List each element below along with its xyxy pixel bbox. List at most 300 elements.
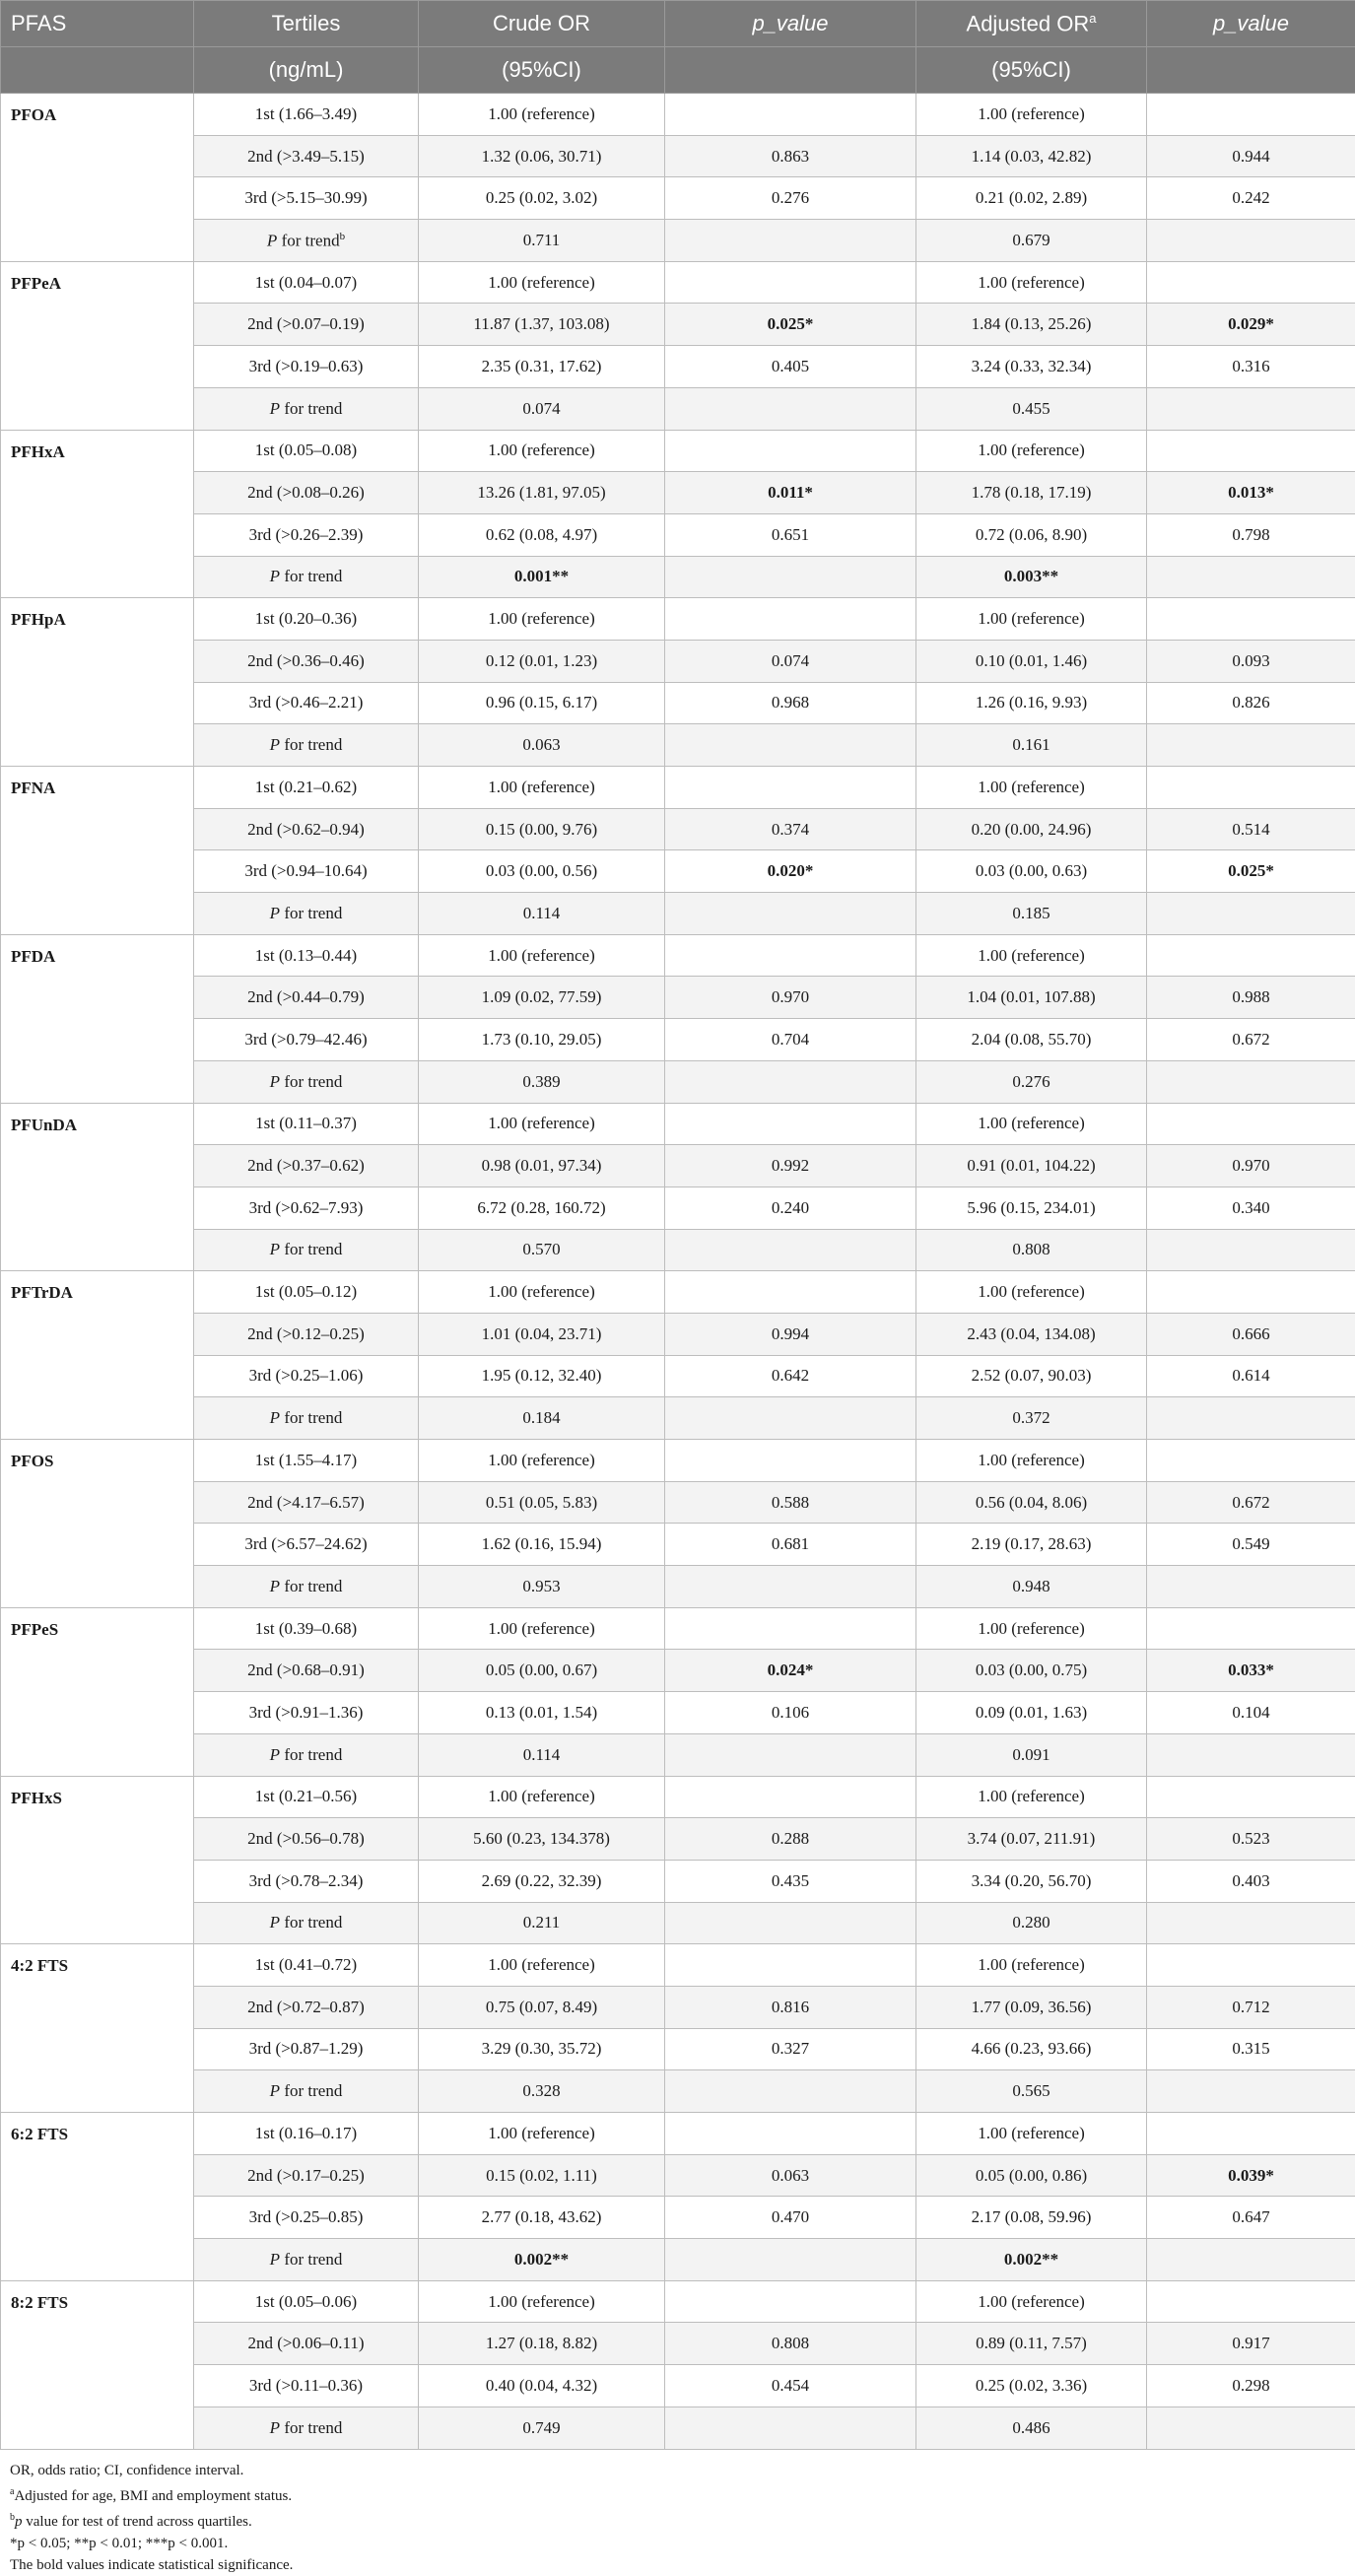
tertile-cell: 3rd (>0.46–2.21)	[194, 682, 419, 724]
adjusted-or-cell: 2.19 (0.17, 28.63)	[916, 1524, 1147, 1566]
table-row	[1, 2070, 1355, 2113]
adjusted-p-value-cell: 0.549	[1147, 1524, 1355, 1566]
crude-p-value-cell: 0.863	[665, 135, 916, 177]
adjusted-or-cell: 0.89 (0.11, 7.57)	[916, 2323, 1147, 2365]
tertile-cell: 2nd (>0.12–0.25)	[194, 1313, 419, 1355]
table-row	[1, 934, 1355, 977]
tertile-cell	[194, 556, 419, 598]
crude-or-cell: 1.00 (reference)	[419, 1944, 665, 1987]
crude-p-value-cell	[665, 2280, 916, 2323]
adjusted-p-value-cell: 0.970	[1147, 1145, 1355, 1187]
adjusted-or-cell: 0.05 (0.00, 0.86)	[916, 2154, 1147, 2197]
crude-or-cell: 5.60 (0.23, 134.378)	[419, 1818, 665, 1861]
adjusted-p-value-cell	[1147, 2280, 1355, 2323]
pfas-name: PFHxA	[1, 430, 194, 598]
header-row-1	[1, 1, 1355, 47]
crude-or-cell: 0.12 (0.01, 1.23)	[419, 640, 665, 682]
adjusted-or-cell: 0.161	[916, 724, 1147, 767]
p-italic: P	[270, 1577, 280, 1595]
crude-or-cell: 1.09 (0.02, 77.59)	[419, 977, 665, 1019]
adjusted-p-value-cell: 0.013*	[1147, 472, 1355, 514]
table-row	[1, 177, 1355, 220]
header-adjusted-or: Adjusted $OR^a$	[916, 1, 1147, 47]
p-italic: P	[270, 1913, 280, 1932]
adjusted-p-value-cell: 0.614	[1147, 1355, 1355, 1397]
adjusted-or-cell: 0.72 (0.06, 8.90)	[916, 513, 1147, 556]
crude-p-value-cell	[665, 556, 916, 598]
adjusted-p-value-cell	[1147, 1776, 1355, 1818]
crude-or-cell: 1.00 (reference)	[419, 430, 665, 472]
table-row	[1, 1524, 1355, 1566]
crude-or-cell: 1.00 (reference)	[419, 1607, 665, 1650]
header-blank	[1, 47, 194, 94]
adjusted-or-cell: 2.43 (0.04, 134.08)	[916, 1313, 1147, 1355]
adjusted-or-cell: 0.10 (0.01, 1.46)	[916, 640, 1147, 682]
table-header	[1, 1, 1355, 94]
adjusted-p-value-cell: 0.647	[1147, 2197, 1355, 2239]
tertile-cell: 3rd (>0.91–1.36)	[194, 1692, 419, 1734]
p-italic: P	[270, 904, 280, 922]
table-row	[1, 94, 1355, 136]
crude-p-value-cell: 0.642	[665, 1355, 916, 1397]
tertile-cell	[194, 1566, 419, 1608]
tertile-cell: 3rd (>0.62–7.93)	[194, 1186, 419, 1229]
adjusted-or-cell: 0.25 (0.02, 3.36)	[916, 2365, 1147, 2407]
footnote-abbrev: OR, odds ratio; CI, confidence interval.	[10, 2460, 1345, 2481]
table-row	[1, 1650, 1355, 1692]
crude-or-cell: 0.063	[419, 724, 665, 767]
crude-p-value-cell: 0.074	[665, 640, 916, 682]
tertile-cell: 1st (0.21–0.62)	[194, 767, 419, 809]
table-row	[1, 640, 1355, 682]
crude-p-value-cell: 0.816	[665, 1986, 916, 2028]
header-pfas: PFAS	[1, 1, 194, 47]
header-tertiles: Tertiles	[194, 1, 419, 47]
adjusted-p-value-cell	[1147, 1566, 1355, 1608]
tertile-cell: 3rd (>0.25–0.85)	[194, 2197, 419, 2239]
tertile-cell: 1st (0.05–0.12)	[194, 1271, 419, 1314]
crude-or-cell: 1.62 (0.16, 15.94)	[419, 1524, 665, 1566]
table-row	[1, 2239, 1355, 2281]
table-row	[1, 1944, 1355, 1987]
trend-label: for trend	[280, 904, 342, 922]
adjusted-p-value-cell	[1147, 1397, 1355, 1440]
tertile-cell: 2nd (>0.17–0.25)	[194, 2154, 419, 2197]
crude-p-value-cell: 0.681	[665, 1524, 916, 1566]
adjusted-p-value-cell: 0.315	[1147, 2028, 1355, 2070]
crude-p-value-cell	[665, 1060, 916, 1103]
crude-p-value-cell: 0.994	[665, 1313, 916, 1355]
crude-or-cell: 1.01 (0.04, 23.71)	[419, 1313, 665, 1355]
adjusted-or-cell: 0.21 (0.02, 2.89)	[916, 177, 1147, 220]
trend-label: for trend	[280, 1240, 342, 1258]
adjusted-p-value-cell	[1147, 1440, 1355, 1482]
table-body	[1, 94, 1355, 2450]
pfas-name: PFUnDA	[1, 1103, 194, 1271]
header-p-value-crude: p_value	[665, 1, 916, 47]
adjusted-or-cell: 1.00 (reference)	[916, 1103, 1147, 1145]
crude-or-cell: 0.211	[419, 1902, 665, 1944]
adjusted-p-value-cell: 0.093	[1147, 640, 1355, 682]
adjusted-or-cell: 2.17 (0.08, 59.96)	[916, 2197, 1147, 2239]
adjusted-or-cell: 0.948	[916, 1566, 1147, 1608]
crude-or-cell: 0.184	[419, 1397, 665, 1440]
table-row	[1, 1986, 1355, 2028]
adjusted-p-value-cell	[1147, 1060, 1355, 1103]
trend-label: for trend	[280, 1577, 342, 1595]
tertile-cell: 2nd (>3.49–5.15)	[194, 135, 419, 177]
crude-p-value-cell: 0.106	[665, 1692, 916, 1734]
crude-p-value-cell	[665, 1944, 916, 1987]
crude-p-value-cell	[665, 1776, 916, 1818]
adjusted-or-cell: 0.91 (0.01, 104.22)	[916, 1145, 1147, 1187]
crude-p-value-cell: 0.011*	[665, 472, 916, 514]
trend-label: for trend	[280, 2250, 342, 2269]
p-italic: P	[270, 1408, 280, 1427]
adjusted-or-cell: 3.24 (0.33, 32.34)	[916, 346, 1147, 388]
crude-p-value-cell	[665, 1902, 916, 1944]
adjusted-p-value-cell	[1147, 261, 1355, 304]
tertile-cell: 1st (0.41–0.72)	[194, 1944, 419, 1987]
crude-p-value-cell: 0.454	[665, 2365, 916, 2407]
tertile-cell: 3rd (>0.11–0.36)	[194, 2365, 419, 2407]
crude-or-cell: 1.00 (reference)	[419, 767, 665, 809]
crude-or-cell: 0.75 (0.07, 8.49)	[419, 1986, 665, 2028]
adjusted-p-value-cell	[1147, 1607, 1355, 1650]
tertile-cell	[194, 2407, 419, 2449]
table-row	[1, 2028, 1355, 2070]
adjusted-p-value-cell	[1147, 2407, 1355, 2449]
table-row	[1, 893, 1355, 935]
trend-label: for trend	[280, 1072, 342, 1091]
crude-or-cell: 0.570	[419, 1229, 665, 1271]
adjusted-p-value-cell	[1147, 556, 1355, 598]
adjusted-or-cell: 1.14 (0.03, 42.82)	[916, 135, 1147, 177]
adjusted-or-cell: 0.03 (0.00, 0.63)	[916, 850, 1147, 893]
adjusted-or-cell: 0.679	[916, 220, 1147, 262]
p-italic: P	[270, 1240, 280, 1258]
pfas-name: PFPeA	[1, 261, 194, 430]
table-row	[1, 513, 1355, 556]
pfas-name: PFOA	[1, 94, 194, 262]
table-row	[1, 2113, 1355, 2155]
p-italic: P	[270, 567, 280, 585]
crude-p-value-cell	[665, 1440, 916, 1482]
tertile-cell: 1st (1.66–3.49)	[194, 94, 419, 136]
adjusted-or-cell: 0.003**	[916, 556, 1147, 598]
footnote-bold-note: The bold values indicate statistical significance.	[10, 2554, 1345, 2576]
table-row	[1, 2280, 1355, 2323]
footnote-a: $^a$Adjusted for age, BMI and employment status.	[10, 2481, 1345, 2507]
crude-p-value-cell: 0.240	[665, 1186, 916, 1229]
tertile-cell	[194, 1060, 419, 1103]
table-row	[1, 472, 1355, 514]
adjusted-or-cell: 2.04 (0.08, 55.70)	[916, 1019, 1147, 1061]
adjusted-p-value-cell: 0.029*	[1147, 304, 1355, 346]
adjusted-or-cell: 1.77 (0.09, 36.56)	[916, 1986, 1147, 2028]
crude-p-value-cell	[665, 1229, 916, 1271]
trend-label: for trend	[280, 567, 342, 585]
table-row	[1, 1566, 1355, 1608]
adjusted-p-value-cell	[1147, 767, 1355, 809]
table-row	[1, 850, 1355, 893]
adjusted-p-value-cell	[1147, 1103, 1355, 1145]
crude-or-cell: 2.35 (0.31, 17.62)	[419, 346, 665, 388]
crude-p-value-cell: 0.435	[665, 1860, 916, 1902]
tertile-cell	[194, 1229, 419, 1271]
adjusted-or-cell: 4.66 (0.23, 93.66)	[916, 2028, 1147, 2070]
p-italic: P	[270, 1072, 280, 1091]
footnote-significance: *p < 0.05; **p < 0.01; ***p < 0.001.	[10, 2533, 1345, 2554]
adjusted-or-cell: 1.00 (reference)	[916, 1776, 1147, 1818]
pfas-name: PFDA	[1, 934, 194, 1103]
crude-or-cell: 0.51 (0.05, 5.83)	[419, 1481, 665, 1524]
tertile-cell	[194, 387, 419, 430]
crude-p-value-cell	[665, 767, 916, 809]
tertile-cell: 3rd (>0.87–1.29)	[194, 2028, 419, 2070]
crude-or-cell: 0.98 (0.01, 97.34)	[419, 1145, 665, 1187]
trend-label: for trend	[280, 1408, 342, 1427]
adjusted-p-value-cell: 0.523	[1147, 1818, 1355, 1861]
table-row	[1, 1481, 1355, 1524]
crude-p-value-cell	[665, 387, 916, 430]
crude-p-value-cell: 0.025*	[665, 304, 916, 346]
adjusted-or-cell: 0.808	[916, 1229, 1147, 1271]
header-blank	[665, 47, 916, 94]
crude-p-value-cell	[665, 2407, 916, 2449]
crude-p-value-cell	[665, 430, 916, 472]
crude-or-cell: 0.074	[419, 387, 665, 430]
adjusted-p-value-cell	[1147, 220, 1355, 262]
trend-label: for trend	[280, 735, 342, 754]
table-row	[1, 346, 1355, 388]
tertile-cell: 2nd (>0.68–0.91)	[194, 1650, 419, 1692]
crude-p-value-cell: 0.327	[665, 2028, 916, 2070]
crude-or-cell: 6.72 (0.28, 160.72)	[419, 1186, 665, 1229]
table-row	[1, 1733, 1355, 1776]
tertile-cell: 1st (0.05–0.08)	[194, 430, 419, 472]
adjusted-or-cell: 0.486	[916, 2407, 1147, 2449]
crude-or-cell: 0.25 (0.02, 3.02)	[419, 177, 665, 220]
adjusted-or-cell: 1.84 (0.13, 25.26)	[916, 304, 1147, 346]
trend-label: for trend	[280, 2081, 342, 2100]
crude-p-value-cell: 0.968	[665, 682, 916, 724]
crude-p-value-cell: 0.651	[665, 513, 916, 556]
crude-or-cell: 1.00 (reference)	[419, 2113, 665, 2155]
trend-label: for trend	[280, 1913, 342, 1932]
crude-p-value-cell: 0.024*	[665, 1650, 916, 1692]
crude-or-cell: 1.32 (0.06, 30.71)	[419, 135, 665, 177]
adjusted-or-cell: 0.03 (0.00, 0.75)	[916, 1650, 1147, 1692]
tertile-cell: 2nd (>0.08–0.26)	[194, 472, 419, 514]
crude-or-cell: 1.27 (0.18, 8.82)	[419, 2323, 665, 2365]
crude-or-cell: 0.953	[419, 1566, 665, 1608]
crude-p-value-cell	[665, 94, 916, 136]
tertile-cell: 1st (0.05–0.06)	[194, 2280, 419, 2323]
table-row	[1, 261, 1355, 304]
crude-p-value-cell: 0.020*	[665, 850, 916, 893]
table-row	[1, 1776, 1355, 1818]
table-row	[1, 1397, 1355, 1440]
adjusted-p-value-cell	[1147, 724, 1355, 767]
crude-p-value-cell	[665, 724, 916, 767]
adjusted-or-cell: 1.00 (reference)	[916, 1440, 1147, 1482]
crude-p-value-cell	[665, 1103, 916, 1145]
adjusted-or-cell: 1.26 (0.16, 9.93)	[916, 682, 1147, 724]
crude-or-cell: 1.00 (reference)	[419, 934, 665, 977]
tertile-cell: 1st (0.20–0.36)	[194, 598, 419, 641]
adjusted-p-value-cell: 0.917	[1147, 2323, 1355, 2365]
adjusted-p-value-cell: 0.033*	[1147, 1650, 1355, 1692]
adjusted-or-cell: 1.00 (reference)	[916, 94, 1147, 136]
adjusted-p-value-cell: 0.988	[1147, 977, 1355, 1019]
tertile-cell: 3rd (>0.78–2.34)	[194, 1860, 419, 1902]
adjusted-p-value-cell: 0.672	[1147, 1481, 1355, 1524]
crude-p-value-cell	[665, 2239, 916, 2281]
table-row	[1, 1860, 1355, 1902]
header-tertiles-unit: (ng/mL)	[194, 47, 419, 94]
table-row	[1, 1145, 1355, 1187]
pfas-name: 4:2 FTS	[1, 1944, 194, 2113]
table-row	[1, 1692, 1355, 1734]
crude-p-value-cell	[665, 2070, 916, 2113]
table-row	[1, 598, 1355, 641]
crude-or-cell: 1.95 (0.12, 32.40)	[419, 1355, 665, 1397]
table-row	[1, 2407, 1355, 2449]
adjusted-p-value-cell: 0.666	[1147, 1313, 1355, 1355]
adjusted-or-cell: 1.00 (reference)	[916, 2113, 1147, 2155]
crude-or-cell: 0.40 (0.04, 4.32)	[419, 2365, 665, 2407]
p-italic: P	[270, 1745, 280, 1764]
adjusted-or-cell: 3.74 (0.07, 211.91)	[916, 1818, 1147, 1861]
table-row	[1, 2154, 1355, 2197]
table-row	[1, 682, 1355, 724]
pfas-name: PFTrDA	[1, 1271, 194, 1440]
table-row	[1, 1902, 1355, 1944]
tertile-cell: 2nd (>0.56–0.78)	[194, 1818, 419, 1861]
crude-p-value-cell: 0.374	[665, 808, 916, 850]
adjusted-p-value-cell: 0.104	[1147, 1692, 1355, 1734]
adjusted-p-value-cell	[1147, 2070, 1355, 2113]
adjusted-or-cell: 2.52 (0.07, 90.03)	[916, 1355, 1147, 1397]
tertile-cell: 1st (0.13–0.44)	[194, 934, 419, 977]
table-row	[1, 1607, 1355, 1650]
crude-or-cell: 1.73 (0.10, 29.05)	[419, 1019, 665, 1061]
pfas-name: 8:2 FTS	[1, 2280, 194, 2449]
adjusted-p-value-cell	[1147, 893, 1355, 935]
crude-or-cell: 2.69 (0.22, 32.39)	[419, 1860, 665, 1902]
crude-or-cell: 0.328	[419, 2070, 665, 2113]
adjusted-p-value-cell: 0.340	[1147, 1186, 1355, 1229]
crude-p-value-cell	[665, 1733, 916, 1776]
adjusted-or-cell: 1.04 (0.01, 107.88)	[916, 977, 1147, 1019]
table-row	[1, 2323, 1355, 2365]
adjusted-or-cell: 0.09 (0.01, 1.63)	[916, 1692, 1147, 1734]
tertile-cell	[194, 1733, 419, 1776]
table-row	[1, 724, 1355, 767]
p-italic: P	[267, 231, 277, 249]
adjusted-p-value-cell: 0.025*	[1147, 850, 1355, 893]
crude-or-cell: 0.13 (0.01, 1.54)	[419, 1692, 665, 1734]
tertile-cell: 1st (0.11–0.37)	[194, 1103, 419, 1145]
table-row	[1, 220, 1355, 262]
adjusted-or-cell: 5.96 (0.15, 234.01)	[916, 1186, 1147, 1229]
tertile-cell: 2nd (>0.72–0.87)	[194, 1986, 419, 2028]
tertile-cell	[194, 1902, 419, 1944]
crude-or-cell: 0.749	[419, 2407, 665, 2449]
adjusted-p-value-cell	[1147, 387, 1355, 430]
crude-or-cell: 11.87 (1.37, 103.08)	[419, 304, 665, 346]
crude-p-value-cell: 0.063	[665, 2154, 916, 2197]
tertile-cell: 2nd (>0.37–0.62)	[194, 1145, 419, 1187]
crude-or-cell: 3.29 (0.30, 35.72)	[419, 2028, 665, 2070]
header-crude-or: Crude OR	[419, 1, 665, 47]
adjusted-p-value-cell	[1147, 2239, 1355, 2281]
crude-p-value-cell: 0.970	[665, 977, 916, 1019]
tertile-cell: 1st (0.21–0.56)	[194, 1776, 419, 1818]
adjusted-p-value-cell: 0.826	[1147, 682, 1355, 724]
table-row	[1, 1186, 1355, 1229]
tertile-cell: 1st (0.39–0.68)	[194, 1607, 419, 1650]
adjusted-p-value-cell	[1147, 598, 1355, 641]
pfas-name: PFHxS	[1, 1776, 194, 1944]
crude-p-value-cell	[665, 1607, 916, 1650]
p-italic: P	[270, 2081, 280, 2100]
adjusted-or-cell: 1.00 (reference)	[916, 261, 1147, 304]
adjusted-or-cell: 1.00 (reference)	[916, 1607, 1147, 1650]
tertile-cell: 1st (0.04–0.07)	[194, 261, 419, 304]
adjusted-or-cell: 0.002**	[916, 2239, 1147, 2281]
table-row	[1, 2197, 1355, 2239]
table-row	[1, 2365, 1355, 2407]
adjusted-p-value-cell: 0.242	[1147, 177, 1355, 220]
p-italic: P	[270, 2250, 280, 2269]
adjusted-or-cell: 0.185	[916, 893, 1147, 935]
adjusted-p-value-cell: 0.298	[1147, 2365, 1355, 2407]
adjusted-p-value-cell	[1147, 1271, 1355, 1314]
adjusted-or-cell: 1.78 (0.18, 17.19)	[916, 472, 1147, 514]
crude-or-cell: 1.00 (reference)	[419, 1776, 665, 1818]
crude-or-cell: 2.77 (0.18, 43.62)	[419, 2197, 665, 2239]
crude-p-value-cell	[665, 1271, 916, 1314]
table-footnotes	[0, 2450, 1355, 2576]
adjusted-p-value-cell	[1147, 94, 1355, 136]
tertile-cell	[194, 724, 419, 767]
crude-or-cell: 0.05 (0.00, 0.67)	[419, 1650, 665, 1692]
crude-p-value-cell: 0.704	[665, 1019, 916, 1061]
tertile-cell: 3rd (>0.94–10.64)	[194, 850, 419, 893]
table-row	[1, 304, 1355, 346]
adjusted-or-cell: 0.20 (0.00, 24.96)	[916, 808, 1147, 850]
crude-or-cell: 0.96 (0.15, 6.17)	[419, 682, 665, 724]
tertile-cell: 2nd (>0.62–0.94)	[194, 808, 419, 850]
crude-or-cell: 1.00 (reference)	[419, 1271, 665, 1314]
adjusted-p-value-cell: 0.514	[1147, 808, 1355, 850]
crude-or-cell: 0.114	[419, 893, 665, 935]
adjusted-or-cell: 1.00 (reference)	[916, 598, 1147, 641]
trend-label: for trend	[280, 399, 342, 418]
tertile-cell	[194, 2070, 419, 2113]
footnote-mark-b: b	[340, 231, 346, 242]
adjusted-or-cell: 0.276	[916, 1060, 1147, 1103]
table-row	[1, 1019, 1355, 1061]
adjusted-or-cell: 0.565	[916, 2070, 1147, 2113]
adjusted-p-value-cell: 0.039*	[1147, 2154, 1355, 2197]
adjusted-p-value-cell	[1147, 1229, 1355, 1271]
crude-or-cell: 1.00 (reference)	[419, 261, 665, 304]
crude-p-value-cell	[665, 220, 916, 262]
trend-label: for trend	[280, 2418, 342, 2437]
